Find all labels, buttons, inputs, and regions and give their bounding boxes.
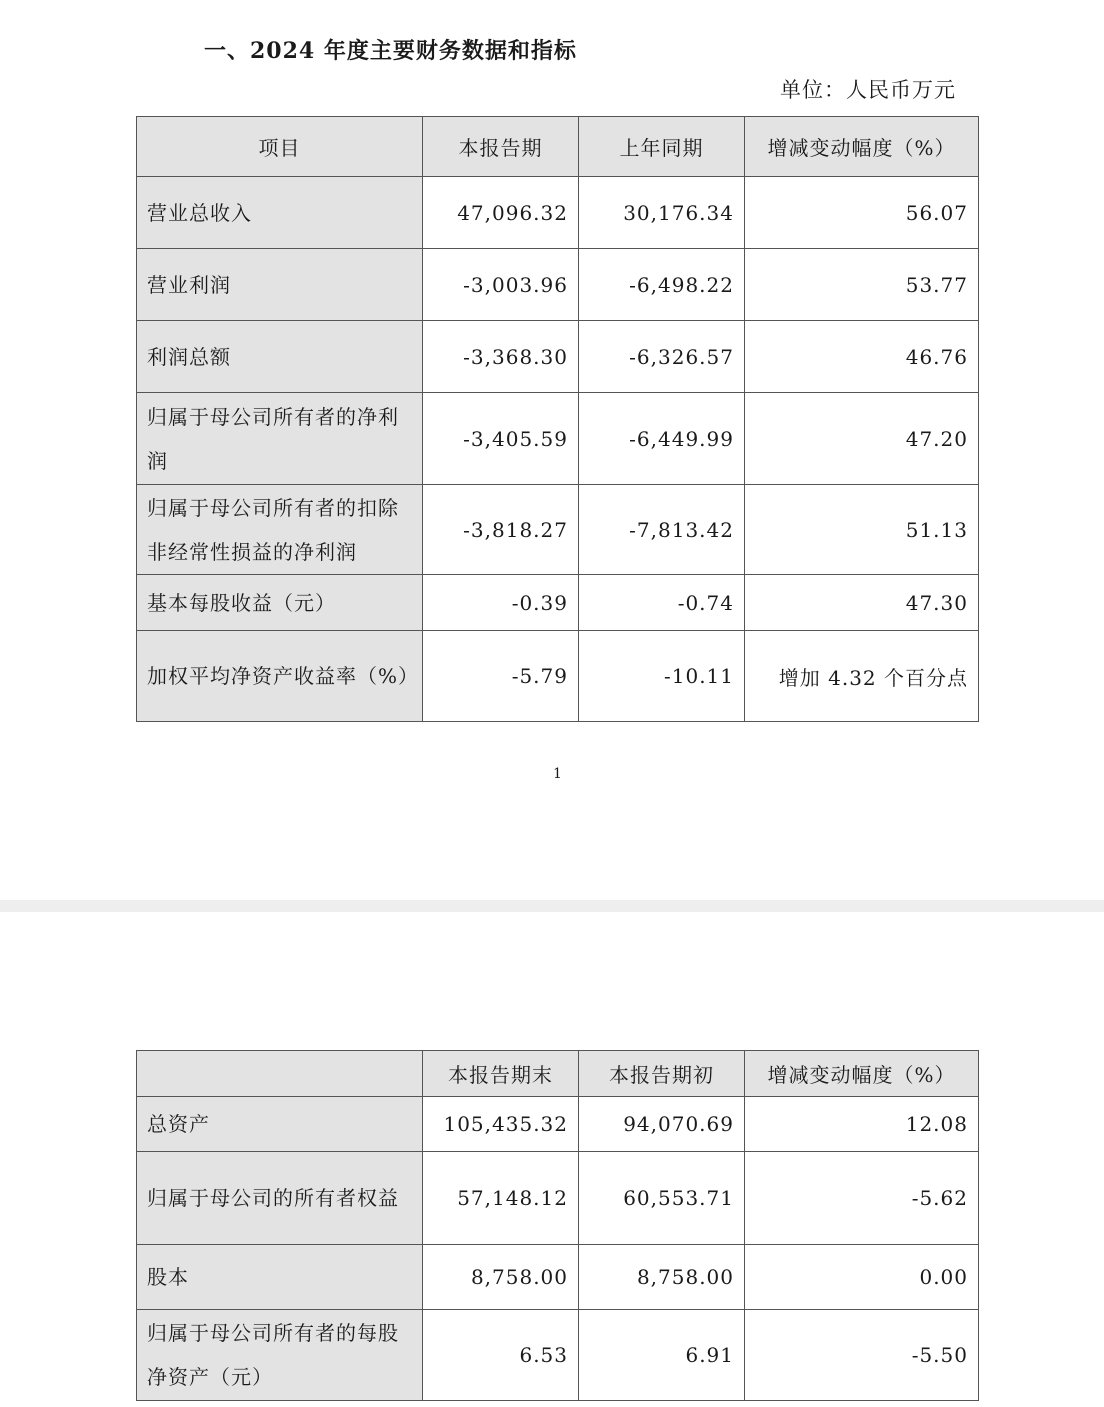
prior-value: -6,449.99 [579, 393, 745, 485]
prior-value: -7,813.42 [579, 485, 745, 575]
table-header-row [137, 117, 979, 177]
change-value: 12.08 [745, 1097, 979, 1152]
balance-data-table [136, 1050, 979, 1401]
table-row [137, 631, 979, 722]
header-change-pct: 增减变动幅度（%） [745, 1051, 979, 1097]
change-value: 53.77 [745, 249, 979, 321]
prior-value: -6,326.57 [579, 321, 745, 393]
row-label: 利润总额 [137, 321, 423, 393]
prior-value: -10.11 [579, 631, 745, 722]
table-row [137, 575, 979, 631]
row-label: 加权平均净资产收益率（%） [137, 631, 423, 722]
table-row [137, 485, 979, 575]
change-value: 56.07 [745, 177, 979, 249]
prior-value: 30,176.34 [579, 177, 745, 249]
page-separator [0, 900, 1104, 912]
header-item: 项目 [137, 117, 423, 177]
header-item [137, 1051, 423, 1097]
row-label: 归属于母公司所有者的每股净资产（元） [137, 1310, 423, 1401]
current-value: -5.79 [423, 631, 579, 722]
begin-value: 6.91 [579, 1310, 745, 1401]
row-label: 营业总收入 [137, 177, 423, 249]
table-row [137, 1245, 979, 1310]
current-value: -3,405.59 [423, 393, 579, 485]
row-label: 基本每股收益（元） [137, 575, 423, 631]
current-value: -0.39 [423, 575, 579, 631]
change-value: 47.30 [745, 575, 979, 631]
table-header-row [137, 1051, 979, 1097]
change-value: 51.13 [745, 485, 979, 575]
current-value: -3,368.30 [423, 321, 579, 393]
header-period-begin: 本报告期初 [579, 1051, 745, 1097]
table-row [137, 321, 979, 393]
prior-value: -6,498.22 [579, 249, 745, 321]
current-value: -3,003.96 [423, 249, 579, 321]
current-value: -3,818.27 [423, 485, 579, 575]
row-label: 股本 [137, 1245, 423, 1310]
header-period-end: 本报告期末 [423, 1051, 579, 1097]
end-value: 6.53 [423, 1310, 579, 1401]
change-value: 0.00 [745, 1245, 979, 1310]
header-change-pct: 增减变动幅度（%） [745, 117, 979, 177]
table-row [137, 1310, 979, 1401]
change-value: 47.20 [745, 393, 979, 485]
main-financial-data-table [136, 116, 979, 722]
current-value: 47,096.32 [423, 177, 579, 249]
change-value: 46.76 [745, 321, 979, 393]
row-label: 归属于母公司的所有者权益 [137, 1152, 423, 1245]
end-value: 8,758.00 [423, 1245, 579, 1310]
header-prior-period: 上年同期 [579, 117, 745, 177]
page-number: 1 [553, 766, 562, 782]
row-label: 营业利润 [137, 249, 423, 321]
change-value: -5.50 [745, 1310, 979, 1401]
row-label: 归属于母公司所有者的净利润 [137, 393, 423, 485]
table-row [137, 249, 979, 321]
table-row [137, 177, 979, 249]
table-row [137, 1097, 979, 1152]
end-value: 105,435.32 [423, 1097, 579, 1152]
header-current-period: 本报告期 [423, 117, 579, 177]
end-value: 57,148.12 [423, 1152, 579, 1245]
row-label: 总资产 [137, 1097, 423, 1152]
begin-value: 94,070.69 [579, 1097, 745, 1152]
table-row [137, 1152, 979, 1245]
document-page-2 [0, 912, 1104, 1407]
unit-label: 单位：人民币万元 [780, 78, 956, 102]
begin-value: 8,758.00 [579, 1245, 745, 1310]
table-row [137, 393, 979, 485]
change-value: -5.62 [745, 1152, 979, 1245]
prior-value: -0.74 [579, 575, 745, 631]
section-title: 一、2024 年度主要财务数据和指标 [204, 38, 577, 64]
row-label: 归属于母公司所有者的扣除非经常性损益的净利润 [137, 485, 423, 575]
begin-value: 60,553.71 [579, 1152, 745, 1245]
change-value: 增加 4.32 个百分点 [745, 631, 979, 722]
